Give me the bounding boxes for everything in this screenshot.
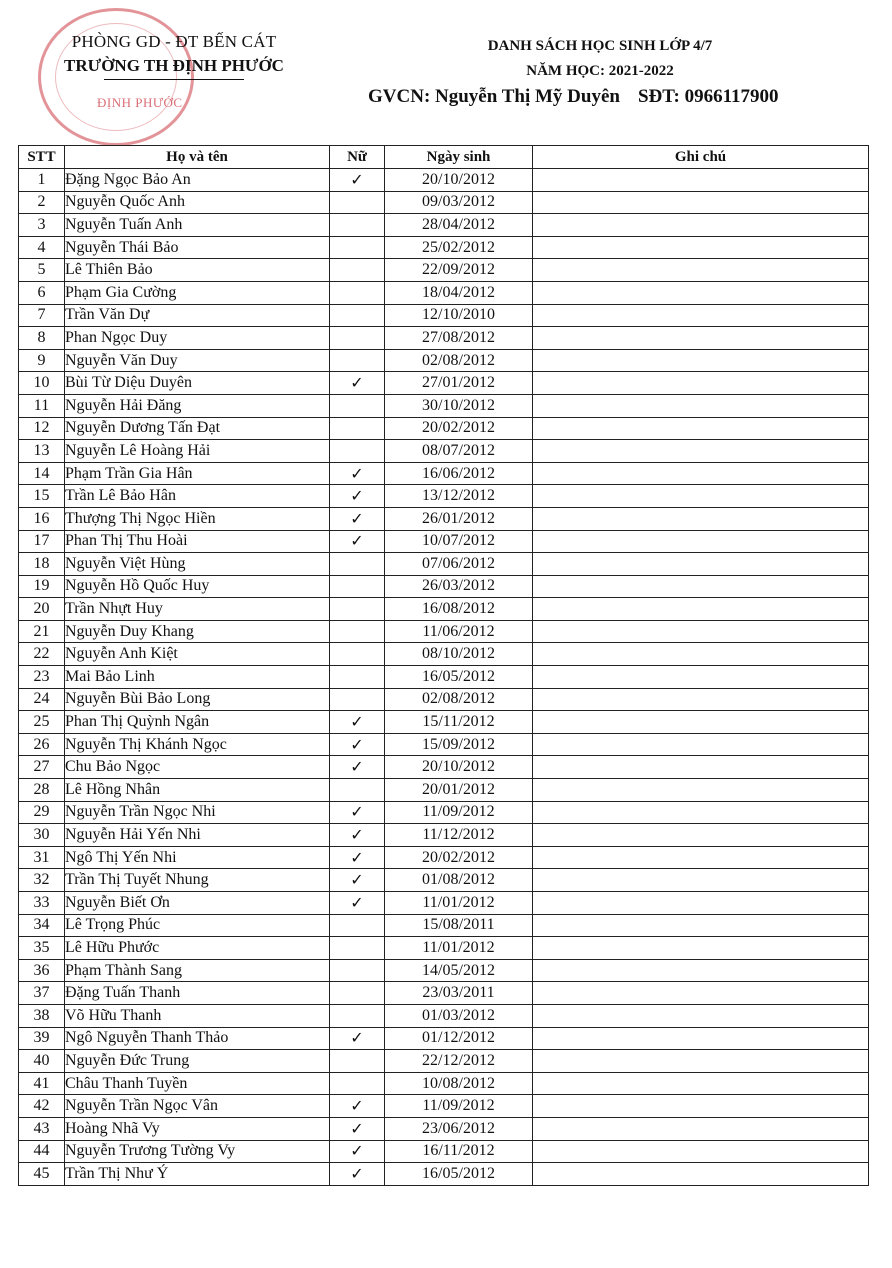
note-cell: [533, 507, 869, 530]
female-marker: [330, 1072, 385, 1095]
date-of-birth: 16/05/2012: [385, 1163, 533, 1186]
note-cell: [533, 417, 869, 440]
date-of-birth: 20/10/2012: [385, 169, 533, 192]
student-name: Phạm Gia Cường: [65, 281, 330, 304]
student-name: Trần Nhựt Huy: [65, 598, 330, 621]
table-row: [19, 982, 869, 1005]
teacher-line: [360, 86, 840, 108]
date-of-birth: 08/07/2012: [385, 440, 533, 463]
female-marker: ✓: [330, 1027, 385, 1050]
female-marker: ✓: [330, 711, 385, 734]
row-number: 3: [19, 214, 65, 237]
education-office: PHÒNG GD - ĐT BẾN CÁT: [71, 32, 277, 51]
date-of-birth: 26/01/2012: [385, 507, 533, 530]
female-marker: [330, 327, 385, 350]
note-cell: [533, 779, 869, 802]
note-cell: [533, 191, 869, 214]
note-cell: [533, 733, 869, 756]
student-name: Nguyễn Văn Duy: [65, 349, 330, 372]
student-table: [18, 145, 869, 1186]
row-number: 1: [19, 169, 65, 192]
female-marker: ✓: [330, 824, 385, 847]
note-cell: [533, 914, 869, 937]
row-number: 8: [19, 327, 65, 350]
table-row: [19, 1095, 869, 1118]
table-row: [19, 1004, 869, 1027]
student-name: Nguyễn Trần Ngọc Vân: [65, 1095, 330, 1118]
student-name: Trần Lê Bảo Hân: [65, 485, 330, 508]
date-of-birth: 01/08/2012: [385, 869, 533, 892]
row-number: 22: [19, 643, 65, 666]
female-marker: [330, 349, 385, 372]
date-of-birth: 14/05/2012: [385, 959, 533, 982]
row-number: 4: [19, 236, 65, 259]
note-cell: [533, 666, 869, 689]
document-title-block: [360, 38, 840, 108]
note-cell: [533, 620, 869, 643]
row-number: 40: [19, 1050, 65, 1073]
row-number: 31: [19, 846, 65, 869]
note-cell: [533, 1117, 869, 1140]
note-cell: [533, 982, 869, 1005]
date-of-birth: 28/04/2012: [385, 214, 533, 237]
date-of-birth: 02/08/2012: [385, 349, 533, 372]
table-row: [19, 620, 869, 643]
date-of-birth: 10/07/2012: [385, 530, 533, 553]
student-name: Nguyễn Hải Yến Nhi: [65, 824, 330, 847]
row-number: 12: [19, 417, 65, 440]
date-of-birth: 02/08/2012: [385, 688, 533, 711]
female-marker: ✓: [330, 462, 385, 485]
table-row: [19, 937, 869, 960]
student-name: Nguyễn Tuấn Anh: [65, 214, 330, 237]
note-cell: [533, 643, 869, 666]
note-cell: [533, 756, 869, 779]
student-name: Bùi Từ Diệu Duyên: [65, 372, 330, 395]
table-row: [19, 259, 869, 282]
note-cell: [533, 530, 869, 553]
student-name: Phan Thị Quỳnh Ngân: [65, 711, 330, 734]
table-row: [19, 553, 869, 576]
table-row: [19, 349, 869, 372]
table-row: [19, 485, 869, 508]
student-name: Hoàng Nhã Vy: [65, 1117, 330, 1140]
date-of-birth: 27/08/2012: [385, 327, 533, 350]
female-marker: [330, 982, 385, 1005]
student-name: Phan Ngọc Duy: [65, 327, 330, 350]
female-marker: ✓: [330, 733, 385, 756]
female-marker: ✓: [330, 485, 385, 508]
table-row: [19, 1163, 869, 1186]
student-name: Võ Hữu Thanh: [65, 1004, 330, 1027]
student-name: Lê Hồng Nhân: [65, 779, 330, 802]
note-cell: [533, 1163, 869, 1186]
row-number: 39: [19, 1027, 65, 1050]
date-of-birth: 20/02/2012: [385, 417, 533, 440]
note-cell: [533, 1027, 869, 1050]
row-number: 35: [19, 937, 65, 960]
student-name: Trần Văn Dự: [65, 304, 330, 327]
row-number: 44: [19, 1140, 65, 1163]
date-of-birth: 08/10/2012: [385, 643, 533, 666]
student-name: Nguyễn Dương Tấn Đạt: [65, 417, 330, 440]
student-name: Nguyễn Biết Ơn: [65, 892, 330, 915]
table-row: [19, 711, 869, 734]
row-number: 14: [19, 462, 65, 485]
female-marker: [330, 959, 385, 982]
female-marker: [330, 643, 385, 666]
date-of-birth: 11/09/2012: [385, 801, 533, 824]
female-marker: [330, 1004, 385, 1027]
student-name: Ngô Thị Yến Nhi: [65, 846, 330, 869]
row-number: 16: [19, 507, 65, 530]
table-row: [19, 914, 869, 937]
note-cell: [533, 462, 869, 485]
student-name: Trần Thị Như Ý: [65, 1163, 330, 1186]
row-number: 28: [19, 779, 65, 802]
student-name: Nguyễn Hải Đăng: [65, 394, 330, 417]
student-name: Thượng Thị Ngọc Hiền: [65, 507, 330, 530]
table-row: [19, 440, 869, 463]
female-marker: ✓: [330, 801, 385, 824]
student-name: Nguyễn Anh Kiệt: [65, 643, 330, 666]
date-of-birth: 20/01/2012: [385, 779, 533, 802]
table-row: [19, 530, 869, 553]
note-cell: [533, 553, 869, 576]
date-of-birth: 23/03/2011: [385, 982, 533, 1005]
note-cell: [533, 892, 869, 915]
row-number: 26: [19, 733, 65, 756]
female-marker: ✓: [330, 846, 385, 869]
table-row: [19, 869, 869, 892]
row-number: 33: [19, 892, 65, 915]
table-row: [19, 169, 869, 192]
date-of-birth: 11/12/2012: [385, 824, 533, 847]
table-row: [19, 1072, 869, 1095]
row-number: 45: [19, 1163, 65, 1186]
note-cell: [533, 281, 869, 304]
note-cell: [533, 1050, 869, 1073]
date-of-birth: 20/02/2012: [385, 846, 533, 869]
homeroom-teacher: GVCN: Nguyễn Thị Mỹ Duyên: [368, 86, 620, 107]
date-of-birth: 15/11/2012: [385, 711, 533, 734]
table-body: [19, 169, 869, 1186]
row-number: 24: [19, 688, 65, 711]
note-cell: [533, 485, 869, 508]
female-marker: [330, 575, 385, 598]
female-marker: [330, 937, 385, 960]
note-cell: [533, 575, 869, 598]
date-of-birth: 11/01/2012: [385, 892, 533, 915]
date-of-birth: 16/08/2012: [385, 598, 533, 621]
date-of-birth: 15/09/2012: [385, 733, 533, 756]
row-number: 32: [19, 869, 65, 892]
note-cell: [533, 1095, 869, 1118]
row-number: 7: [19, 304, 65, 327]
row-number: 30: [19, 824, 65, 847]
student-name: Nguyễn Duy Khang: [65, 620, 330, 643]
note-cell: [533, 846, 869, 869]
date-of-birth: 10/08/2012: [385, 1072, 533, 1095]
date-of-birth: 26/03/2012: [385, 575, 533, 598]
table-row: [19, 327, 869, 350]
female-marker: ✓: [330, 1163, 385, 1186]
row-number: 19: [19, 575, 65, 598]
female-marker: ✓: [330, 169, 385, 192]
female-marker: ✓: [330, 1117, 385, 1140]
note-cell: [533, 236, 869, 259]
date-of-birth: 27/01/2012: [385, 372, 533, 395]
female-marker: [330, 440, 385, 463]
date-of-birth: 01/12/2012: [385, 1027, 533, 1050]
table-row: [19, 688, 869, 711]
student-name: Đặng Tuấn Thanh: [65, 982, 330, 1005]
female-marker: ✓: [330, 372, 385, 395]
female-marker: [330, 214, 385, 237]
date-of-birth: 23/06/2012: [385, 1117, 533, 1140]
date-of-birth: 16/06/2012: [385, 462, 533, 485]
row-number: 38: [19, 1004, 65, 1027]
table-row: [19, 191, 869, 214]
female-marker: ✓: [330, 892, 385, 915]
row-number: 5: [19, 259, 65, 282]
note-cell: [533, 440, 869, 463]
date-of-birth: 09/03/2012: [385, 191, 533, 214]
date-of-birth: 11/09/2012: [385, 1095, 533, 1118]
table-row: [19, 959, 869, 982]
table-row: [19, 598, 869, 621]
row-number: 23: [19, 666, 65, 689]
row-number: 25: [19, 711, 65, 734]
student-name: Nguyễn Bùi Bảo Long: [65, 688, 330, 711]
col-header-note: Ghi chú: [533, 146, 869, 169]
note-cell: [533, 711, 869, 734]
row-number: 37: [19, 982, 65, 1005]
student-name: Nguyễn Thị Khánh Ngọc: [65, 733, 330, 756]
female-marker: [330, 553, 385, 576]
col-header-stt: STT: [19, 146, 65, 169]
table-row: [19, 756, 869, 779]
female-marker: [330, 666, 385, 689]
table-row: [19, 892, 869, 915]
female-marker: [330, 191, 385, 214]
student-name: Nguyễn Đức Trung: [65, 1050, 330, 1073]
female-marker: [330, 281, 385, 304]
female-marker: [330, 620, 385, 643]
row-number: 6: [19, 281, 65, 304]
note-cell: [533, 349, 869, 372]
table-row: [19, 372, 869, 395]
school-year: NĂM HỌC: 2021-2022: [526, 63, 674, 79]
student-name: Lê Thiên Bảo: [65, 259, 330, 282]
female-marker: [330, 688, 385, 711]
student-name: Trần Thị Tuyết Nhung: [65, 869, 330, 892]
row-number: 34: [19, 914, 65, 937]
student-name: Phạm Thành Sang: [65, 959, 330, 982]
row-number: 11: [19, 394, 65, 417]
date-of-birth: 07/06/2012: [385, 553, 533, 576]
table-row: [19, 779, 869, 802]
female-marker: ✓: [330, 756, 385, 779]
date-of-birth: 15/08/2011: [385, 914, 533, 937]
student-name: Ngô Nguyễn Thanh Thảo: [65, 1027, 330, 1050]
col-header-name: Họ và tên: [65, 146, 330, 169]
table-row: [19, 507, 869, 530]
note-cell: [533, 688, 869, 711]
female-marker: [330, 779, 385, 802]
table-row: [19, 394, 869, 417]
note-cell: [533, 801, 869, 824]
table-row: [19, 304, 869, 327]
document-title: DANH SÁCH HỌC SINH LỚP 4/7: [487, 38, 713, 54]
date-of-birth: 22/09/2012: [385, 259, 533, 282]
note-cell: [533, 1140, 869, 1163]
date-of-birth: 25/02/2012: [385, 236, 533, 259]
table-row: [19, 281, 869, 304]
teacher-phone: SĐT: 0966117900: [637, 86, 779, 107]
student-name: Châu Thanh Tuyền: [65, 1072, 330, 1095]
note-cell: [533, 824, 869, 847]
row-number: 9: [19, 349, 65, 372]
female-marker: ✓: [330, 869, 385, 892]
student-name: Nguyễn Lê Hoàng Hải: [65, 440, 330, 463]
student-name: Chu Bảo Ngọc: [65, 756, 330, 779]
col-header-dob: Ngày sinh: [385, 146, 533, 169]
female-marker: ✓: [330, 530, 385, 553]
table-row: [19, 1117, 869, 1140]
table-row: [19, 1140, 869, 1163]
table-row: [19, 417, 869, 440]
female-marker: [330, 914, 385, 937]
female-marker: ✓: [330, 507, 385, 530]
student-name: Phạm Trần Gia Hân: [65, 462, 330, 485]
female-marker: [330, 417, 385, 440]
table-row: [19, 846, 869, 869]
table-row: [19, 575, 869, 598]
note-cell: [533, 937, 869, 960]
table-row: [19, 801, 869, 824]
table-row: [19, 1027, 869, 1050]
date-of-birth: 30/10/2012: [385, 394, 533, 417]
table-row: [19, 733, 869, 756]
date-of-birth: 18/04/2012: [385, 281, 533, 304]
female-marker: [330, 236, 385, 259]
note-cell: [533, 169, 869, 192]
note-cell: [533, 304, 869, 327]
row-number: 17: [19, 530, 65, 553]
table-row: [19, 1050, 869, 1073]
col-header-female: Nữ: [330, 146, 385, 169]
note-cell: [533, 598, 869, 621]
school-header: [44, 32, 304, 80]
stamp-text: ĐỊNH PHƯỚC: [97, 95, 183, 110]
note-cell: [533, 869, 869, 892]
student-name: Phan Thị Thu Hoài: [65, 530, 330, 553]
row-number: 21: [19, 620, 65, 643]
table-row: [19, 824, 869, 847]
note-cell: [533, 372, 869, 395]
student-name: Nguyễn Việt Hùng: [65, 553, 330, 576]
note-cell: [533, 1072, 869, 1095]
row-number: 2: [19, 191, 65, 214]
date-of-birth: 22/12/2012: [385, 1050, 533, 1073]
row-number: 27: [19, 756, 65, 779]
row-number: 18: [19, 553, 65, 576]
student-name: Đặng Ngọc Bảo An: [65, 169, 330, 192]
note-cell: [533, 259, 869, 282]
female-marker: [330, 598, 385, 621]
row-number: 41: [19, 1072, 65, 1095]
note-cell: [533, 394, 869, 417]
student-name: Nguyễn Hồ Quốc Huy: [65, 575, 330, 598]
student-name: Nguyễn Trần Ngọc Nhi: [65, 801, 330, 824]
female-marker: [330, 304, 385, 327]
female-marker: ✓: [330, 1095, 385, 1118]
date-of-birth: 12/10/2010: [385, 304, 533, 327]
student-name: Nguyễn Quốc Anh: [65, 191, 330, 214]
date-of-birth: 13/12/2012: [385, 485, 533, 508]
table-row: [19, 236, 869, 259]
row-number: 43: [19, 1117, 65, 1140]
female-marker: [330, 1050, 385, 1073]
note-cell: [533, 327, 869, 350]
student-name: Lê Hữu Phước: [65, 937, 330, 960]
student-name: Lê Trọng Phúc: [65, 914, 330, 937]
row-number: 10: [19, 372, 65, 395]
table-header-row: [19, 146, 869, 169]
student-name: Mai Bảo Linh: [65, 666, 330, 689]
row-number: 13: [19, 440, 65, 463]
table-row: [19, 666, 869, 689]
note-cell: [533, 1004, 869, 1027]
date-of-birth: 11/01/2012: [385, 937, 533, 960]
header-underline: [104, 79, 244, 80]
date-of-birth: 11/06/2012: [385, 620, 533, 643]
table-row: [19, 462, 869, 485]
female-marker: [330, 259, 385, 282]
date-of-birth: 16/05/2012: [385, 666, 533, 689]
date-of-birth: 16/11/2012: [385, 1140, 533, 1163]
table-row: [19, 214, 869, 237]
date-of-birth: 01/03/2012: [385, 1004, 533, 1027]
student-name: Nguyễn Thái Bảo: [65, 236, 330, 259]
row-number: 29: [19, 801, 65, 824]
row-number: 15: [19, 485, 65, 508]
school-name: TRƯỜNG TH ĐỊNH PHƯỚC: [64, 56, 284, 75]
row-number: 36: [19, 959, 65, 982]
female-marker: ✓: [330, 1140, 385, 1163]
row-number: 42: [19, 1095, 65, 1118]
note-cell: [533, 214, 869, 237]
table-row: [19, 643, 869, 666]
student-name: Nguyễn Trương Tường Vy: [65, 1140, 330, 1163]
row-number: 20: [19, 598, 65, 621]
note-cell: [533, 959, 869, 982]
date-of-birth: 20/10/2012: [385, 756, 533, 779]
female-marker: [330, 394, 385, 417]
